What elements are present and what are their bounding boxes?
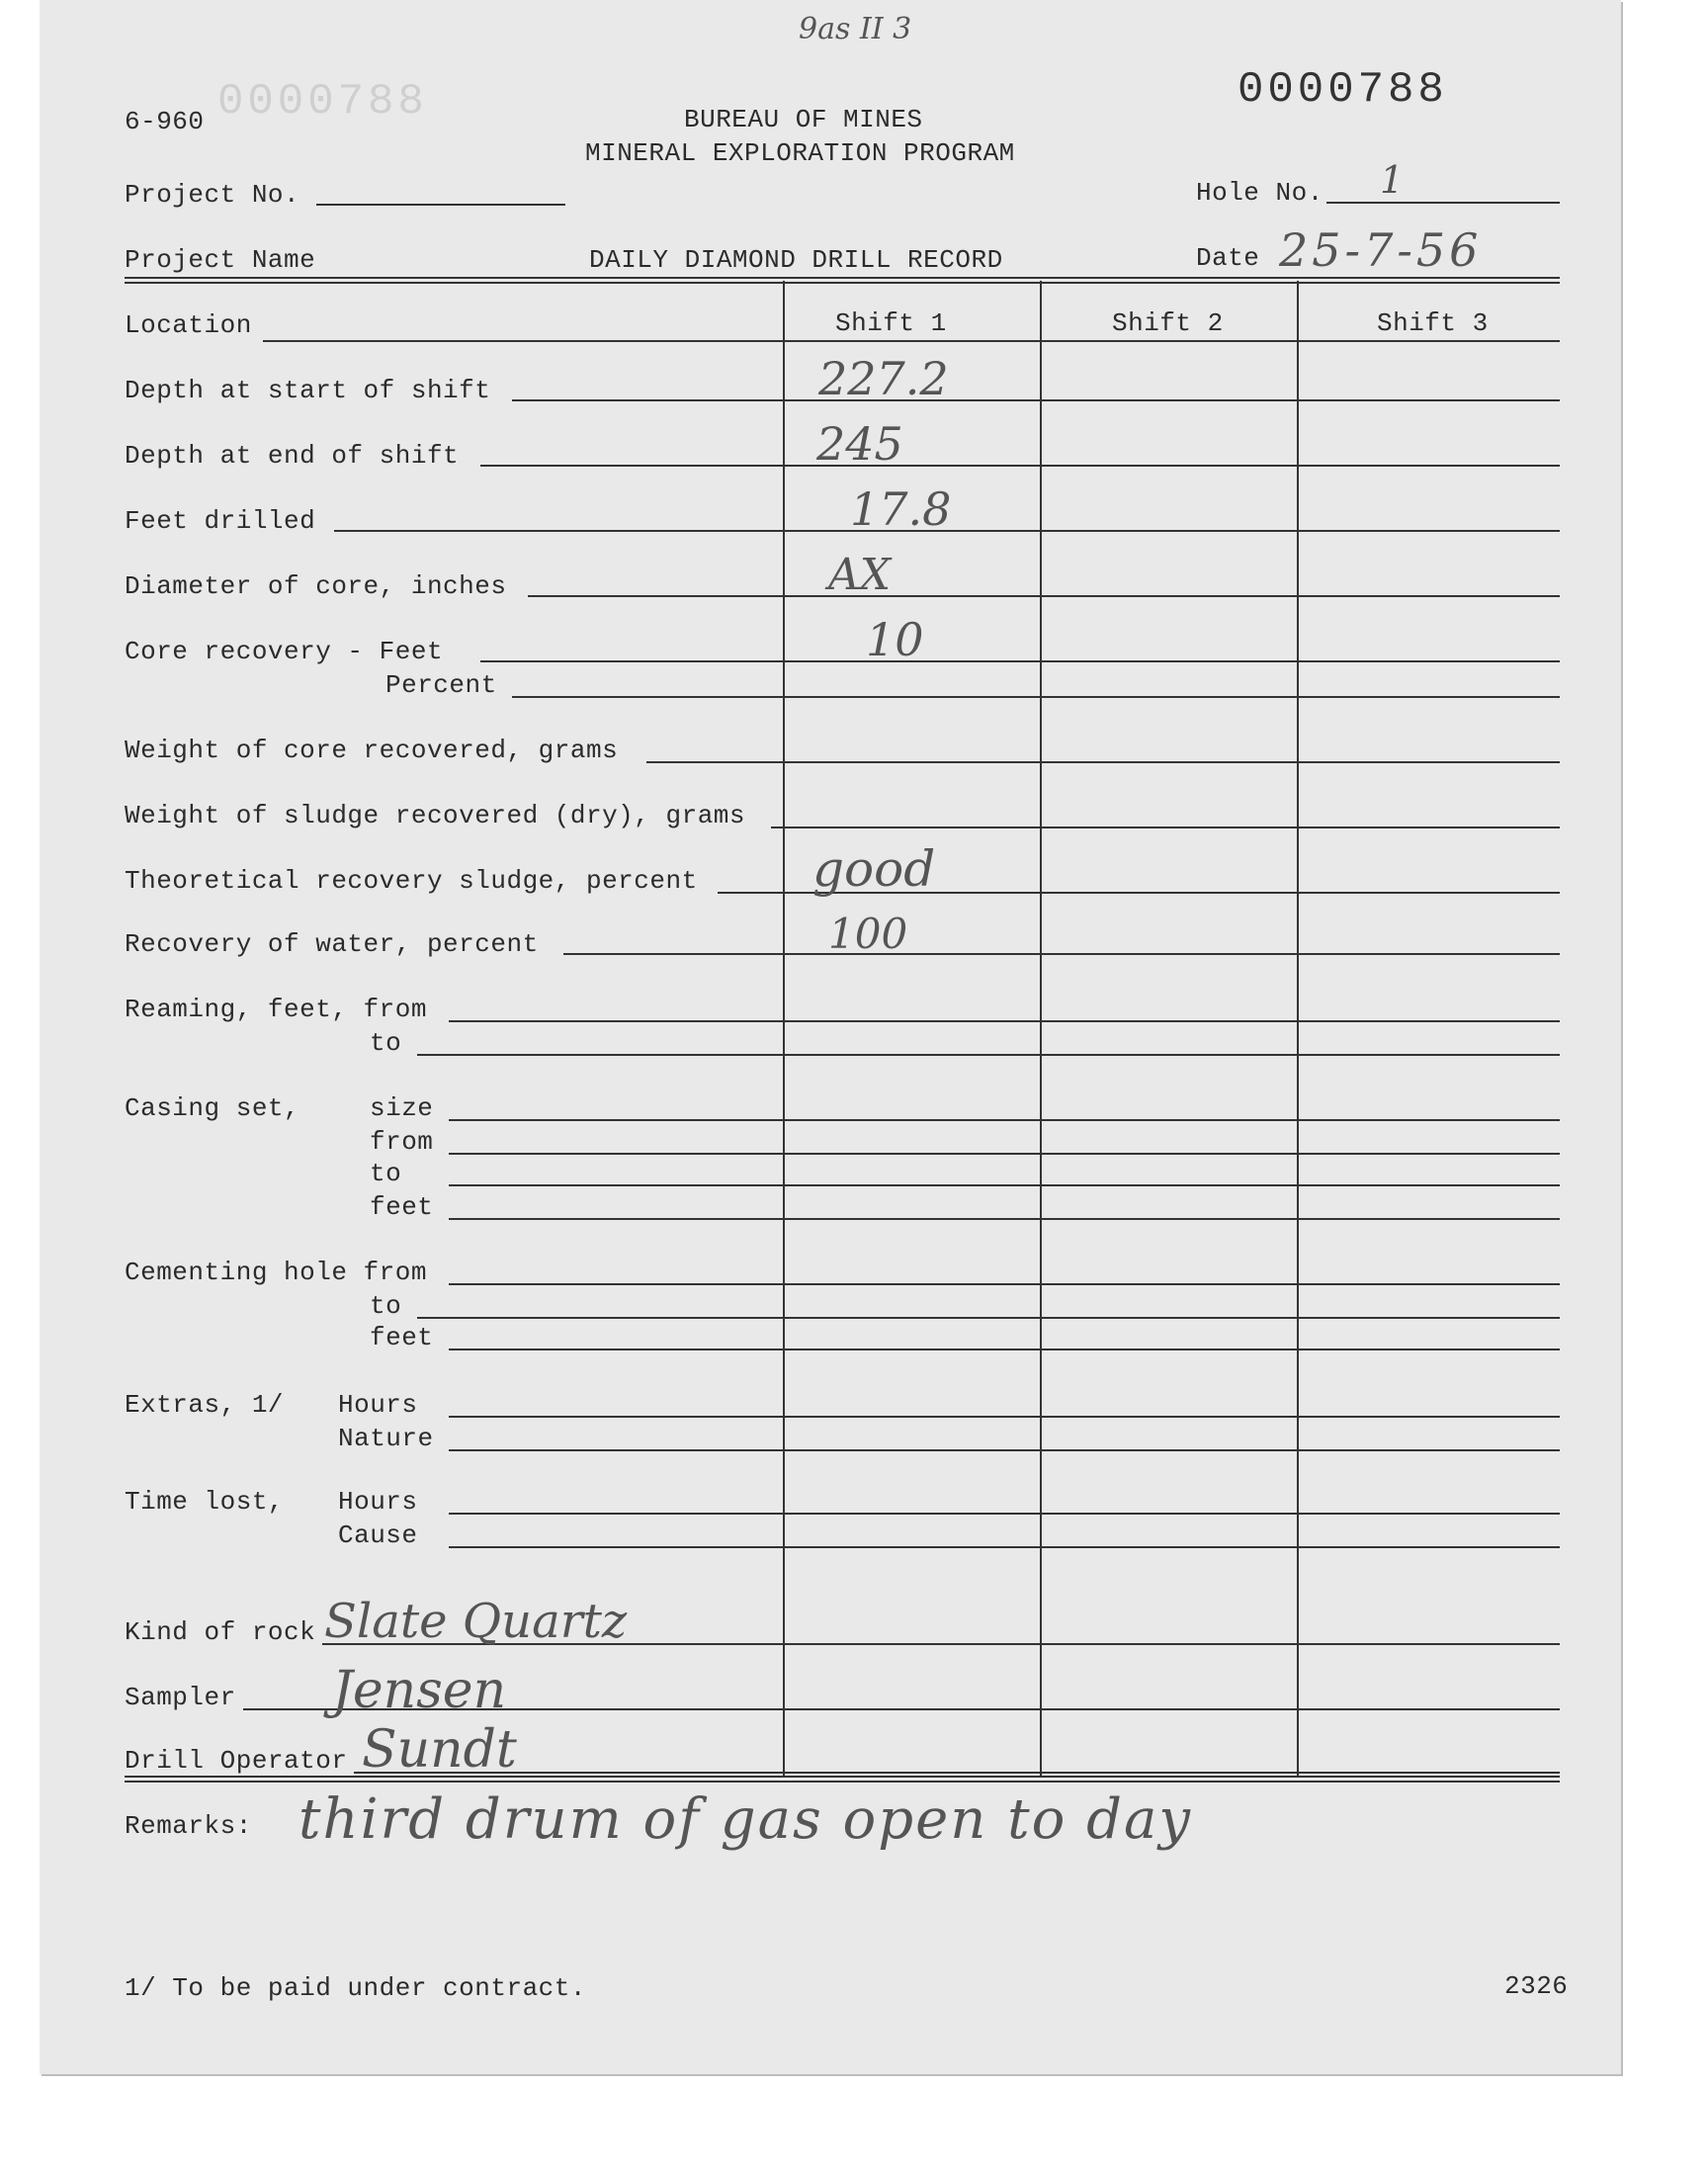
cementing-feet-label: feet <box>370 1323 434 1352</box>
kind-of-rock-label: Kind of rock <box>125 1617 316 1647</box>
cementing-to-label: to <box>370 1291 402 1321</box>
shift2-header: Shift 2 <box>1112 308 1224 338</box>
column-divider-2 <box>1040 281 1042 1776</box>
faded-stamp-number: 0000788 <box>217 77 428 127</box>
program-title: MINERAL EXPLORATION PROGRAM <box>585 138 1015 168</box>
hole-no-field[interactable] <box>1326 202 1560 204</box>
depth-start-field[interactable] <box>512 399 1560 401</box>
casing-feet-field[interactable] <box>449 1218 1560 1220</box>
table-top-rule <box>125 277 1560 284</box>
cementing-feet-field[interactable] <box>449 1348 1560 1350</box>
casing-to-label: to <box>370 1159 402 1188</box>
weight-sludge-label: Weight of sludge recovered (dry), grams <box>125 801 745 830</box>
depth-start-shift1: 227.2 <box>818 352 949 405</box>
hole-no-label: Hole No. <box>1196 178 1324 208</box>
cementing-from-label: Cementing hole from <box>125 1258 427 1287</box>
cementing-to-field[interactable] <box>417 1317 1560 1319</box>
shift1-header: Shift 1 <box>835 308 947 338</box>
table-bottom-rule <box>125 1776 1560 1783</box>
weight-sludge-field[interactable] <box>771 826 1560 828</box>
core-recovery-feet-field[interactable] <box>480 660 1560 662</box>
remarks-value: third drum of gas open to day <box>299 1787 1192 1852</box>
handwritten-top-note: 9as II 3 <box>799 12 912 46</box>
casing-to-field[interactable] <box>449 1184 1560 1186</box>
core-recovery-feet-label: Core recovery - Feet <box>125 637 444 666</box>
depth-end-label: Depth at end of shift <box>125 441 460 471</box>
bureau-title: BUREAU OF MINES <box>684 105 923 134</box>
location-label: Location <box>125 310 252 340</box>
core-recovery-percent-field[interactable] <box>512 696 1560 698</box>
diameter-shift1: AX <box>828 550 892 600</box>
depth-end-shift1: 245 <box>816 417 903 471</box>
stamp-number: 0000788 <box>1238 65 1448 115</box>
location-field[interactable] <box>263 340 1560 342</box>
reaming-from-field[interactable] <box>449 1020 1560 1022</box>
time-lost-hours-field[interactable] <box>449 1513 1560 1515</box>
extras-nature-field[interactable] <box>449 1449 1560 1451</box>
page-number: 2326 <box>1504 1971 1569 2001</box>
extras-hours-field[interactable] <box>449 1416 1560 1418</box>
weight-core-field[interactable] <box>646 761 1560 763</box>
record-title: DAILY DIAMOND DRILL RECORD <box>589 245 1003 275</box>
form-number: 6-960 <box>125 107 205 136</box>
recovery-water-shift1: 100 <box>828 910 908 958</box>
theoretical-sludge-shift1: good <box>812 840 936 898</box>
time-lost-hours-label: Hours <box>338 1487 418 1517</box>
sampler-label: Sampler <box>125 1683 236 1712</box>
casing-from-field[interactable] <box>449 1153 1560 1155</box>
casing-feet-label: feet <box>370 1192 434 1222</box>
form-sheet <box>40 0 1621 2074</box>
extras-nature-label: Nature <box>338 1424 434 1453</box>
extras-hours-label: Hours <box>338 1390 418 1420</box>
feet-drilled-label: Feet drilled <box>125 506 316 536</box>
shift3-header: Shift 3 <box>1377 308 1489 338</box>
recovery-water-label: Recovery of water, percent <box>125 929 539 959</box>
depth-start-label: Depth at start of shift <box>125 376 491 405</box>
reaming-from-label: Reaming, feet, from <box>125 995 427 1024</box>
time-lost-label: Time lost, <box>125 1487 285 1517</box>
reaming-to-field[interactable] <box>417 1054 1560 1056</box>
drill-operator-value: Sundt <box>362 1720 517 1780</box>
drill-operator-field[interactable] <box>354 1772 1560 1774</box>
core-recovery-feet-shift1: 10 <box>866 613 924 666</box>
footnote: 1/ To be paid under contract. <box>125 1973 586 2003</box>
diameter-label: Diameter of core, inches <box>125 571 507 601</box>
project-no-field[interactable] <box>316 204 565 206</box>
core-recovery-percent-label: Percent <box>385 670 497 700</box>
project-name-label: Project Name <box>125 245 316 275</box>
weight-core-label: Weight of core recovered, grams <box>125 736 619 765</box>
kind-of-rock-value: Slate Quartz <box>324 1594 628 1649</box>
column-divider-1 <box>783 281 785 1776</box>
recovery-water-field[interactable] <box>563 953 1560 955</box>
drill-operator-label: Drill Operator <box>125 1746 348 1776</box>
hole-no-value: 1 <box>1380 158 1405 202</box>
reaming-to-label: to <box>370 1028 402 1058</box>
extras-label: Extras, 1/ <box>125 1390 285 1420</box>
time-lost-cause-field[interactable] <box>449 1546 1560 1548</box>
casing-set-label: Casing set, <box>125 1093 300 1123</box>
column-divider-3 <box>1297 281 1299 1776</box>
theoretical-sludge-label: Theoretical recovery sludge, percent <box>125 866 698 896</box>
time-lost-cause-label: Cause <box>338 1521 418 1550</box>
depth-end-field[interactable] <box>480 465 1560 467</box>
casing-from-label: from <box>370 1127 434 1157</box>
date-value: 25-7-56 <box>1279 223 1483 277</box>
sampler-value: Jensen <box>332 1661 507 1720</box>
diameter-field[interactable] <box>528 595 1560 597</box>
project-no-label: Project No. <box>125 180 300 210</box>
casing-size-label: size <box>370 1093 434 1123</box>
casing-size-field[interactable] <box>449 1119 1560 1121</box>
date-label: Date <box>1196 243 1260 273</box>
cementing-from-field[interactable] <box>449 1283 1560 1285</box>
remarks-label: Remarks: <box>125 1811 252 1841</box>
feet-drilled-shift1: 17.8 <box>850 482 952 536</box>
